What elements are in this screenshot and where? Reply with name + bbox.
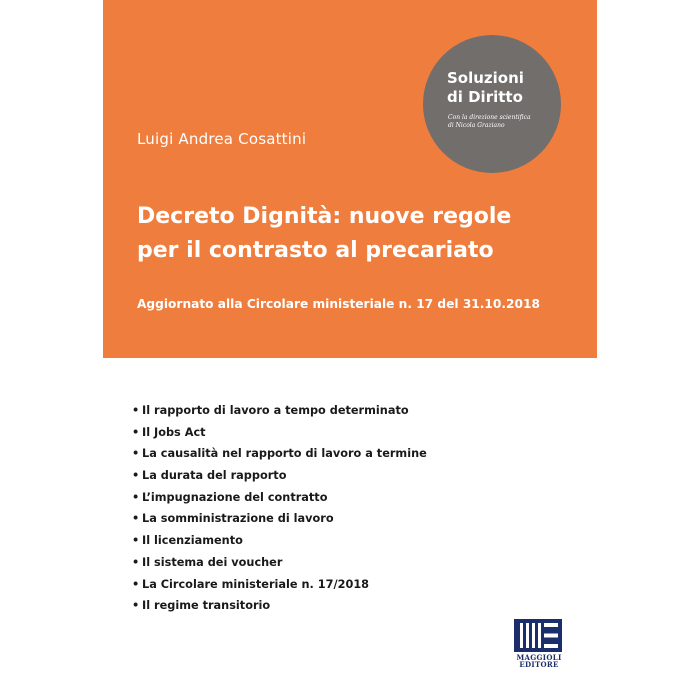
- topic-item: [132, 487, 427, 509]
- series-title: [447, 69, 524, 107]
- bullet-icon: •: [132, 404, 140, 417]
- topic-label: Il Jobs Act: [142, 425, 206, 439]
- topic-item: [132, 465, 427, 487]
- bullet-icon: •: [132, 512, 140, 526]
- topic-item: [132, 443, 427, 465]
- bullet-icon: •: [132, 534, 140, 548]
- bullet-icon: •: [132, 555, 140, 569]
- topic-label: Il rapporto di lavoro a tempo determinato: [142, 404, 409, 417]
- series-direction: [448, 114, 531, 130]
- author-name: Luigi Andrea Cosattini: [137, 130, 307, 148]
- series-title-line1: Soluzioni: [447, 69, 524, 87]
- book-title-line1: Decreto Dignità: nuove regole: [137, 204, 512, 229]
- topic-item: [132, 508, 427, 530]
- topic-list: [132, 400, 427, 617]
- bullet-icon: •: [132, 425, 140, 439]
- topic-label: Il sistema dei voucher: [142, 555, 283, 569]
- publisher-mark-icon: [514, 619, 562, 652]
- topic-item: [132, 530, 427, 552]
- series-direction-line2: di Nicola Graziano: [448, 122, 505, 129]
- book-cover: [103, 0, 597, 700]
- cover-header-band: [103, 0, 597, 358]
- book-subtitle: Aggiornato alla Circolare ministeriale n. 17 del 31.10.2018: [137, 297, 540, 311]
- book-title-line2: per il contrasto al precariato: [137, 238, 494, 263]
- book-title: [137, 200, 511, 268]
- publisher-logo: [510, 619, 568, 669]
- topic-label: L’impugnazione del contratto: [142, 490, 328, 504]
- topic-label: La causalità nel rapporto di lavoro a termine: [142, 447, 427, 461]
- publisher-label: EDITORE: [519, 660, 559, 669]
- topic-label: Il regime transitorio: [142, 599, 271, 613]
- bullet-icon: •: [132, 490, 140, 504]
- bullet-icon: •: [132, 469, 140, 483]
- topic-item: [132, 574, 427, 596]
- series-badge: [423, 35, 561, 173]
- publisher-name: MAGGIOLI: [516, 653, 562, 662]
- series-title-line2: di Diritto: [447, 88, 523, 106]
- bullet-icon: •: [132, 577, 140, 591]
- topic-label: Il licenziamento: [142, 534, 243, 548]
- series-direction-line1: Con la direzione scientifica: [448, 114, 531, 121]
- topic-label: La somministrazione di lavoro: [142, 512, 334, 526]
- bullet-icon: •: [132, 447, 140, 461]
- bullet-icon: •: [132, 599, 140, 613]
- topic-item: [132, 595, 427, 617]
- topic-item: [132, 400, 427, 422]
- topic-label: La Circolare ministeriale n. 17/2018: [142, 577, 370, 591]
- topic-label: La durata del rapporto: [142, 469, 287, 483]
- topic-item: [132, 552, 427, 574]
- topic-item: [132, 422, 427, 444]
